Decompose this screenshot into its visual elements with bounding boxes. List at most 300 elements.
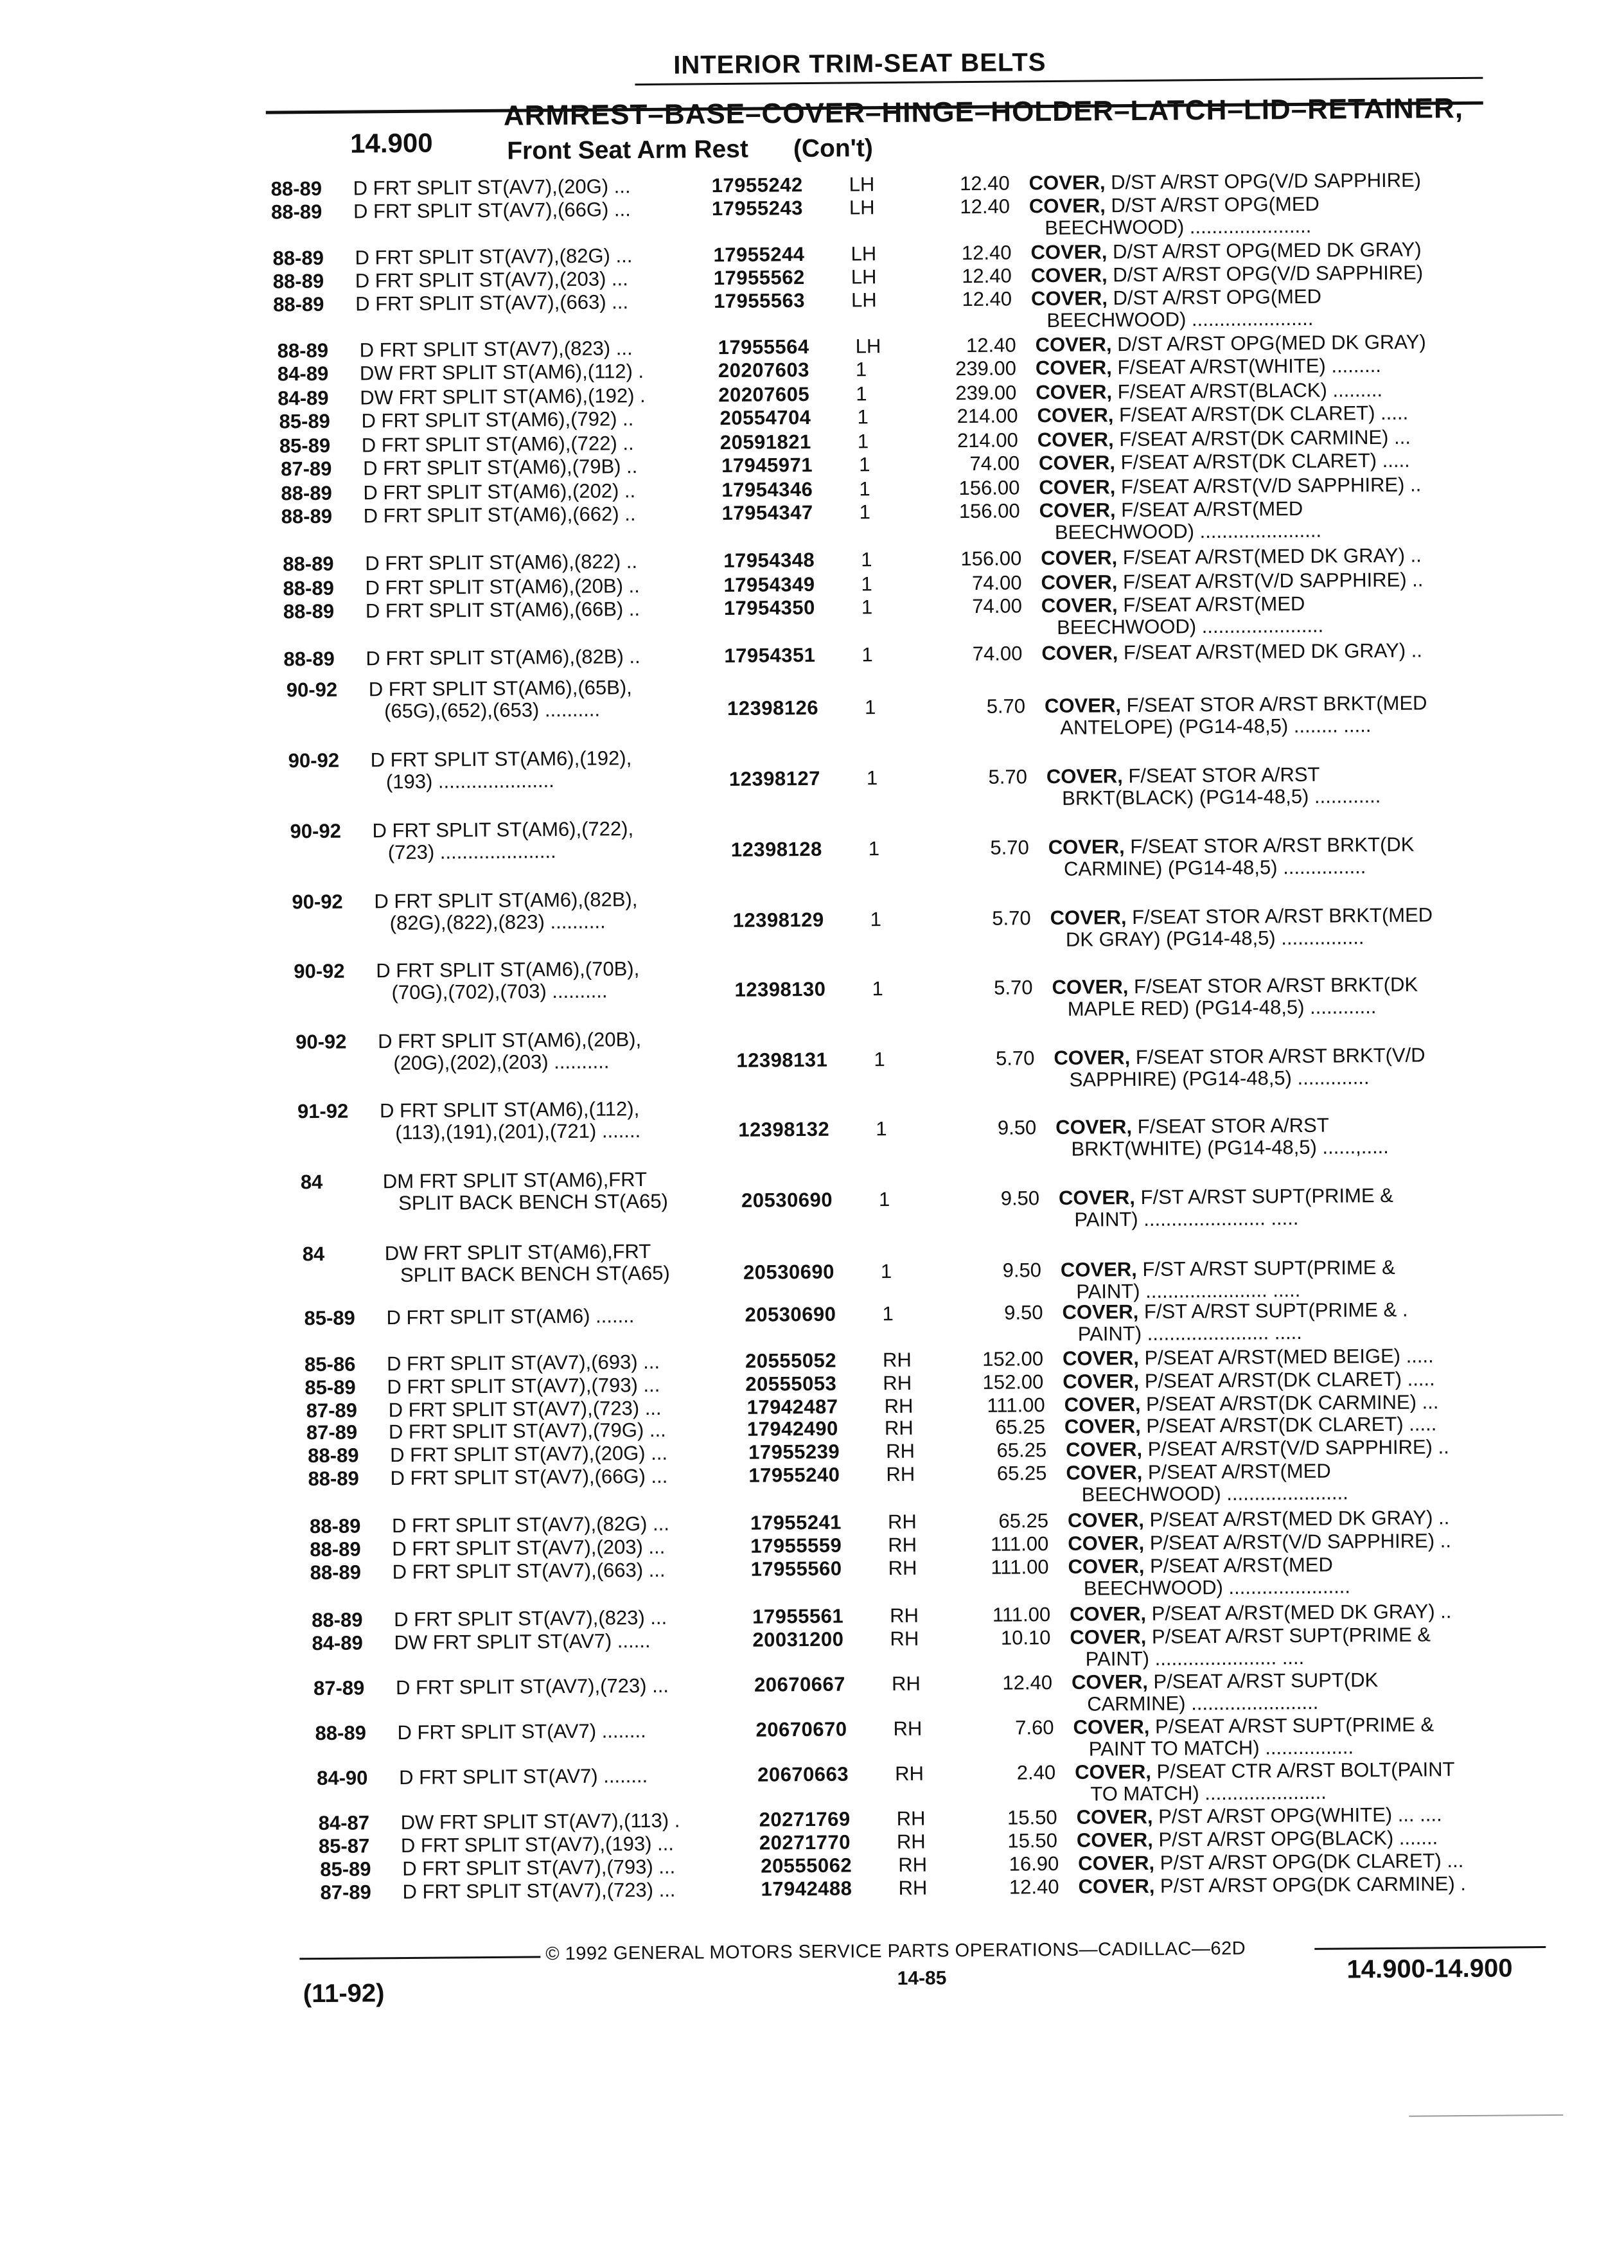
usage-description: DW FRT SPLIT ST(AV7) ...... [394, 1629, 651, 1654]
usage-description: D FRT SPLIT ST(AV7),(82G) ... [355, 244, 633, 269]
part-name: COVER, P/SEAT CTR A/RST BOLT(PAINT [1074, 1758, 1455, 1784]
part-name: COVER, D/ST A/RST OPG(MED [1030, 285, 1322, 310]
part-name: COVER, F/SEAT STOR A/RST BRKT(MED [1044, 691, 1427, 718]
part-name: COVER, P/ST A/RST OPG(WHITE) ... .... [1076, 1803, 1442, 1829]
part-name: COVER, F/SEAT A/RST(DK CARMINE) ... [1037, 425, 1411, 452]
model-years: 88-89 [281, 504, 333, 528]
quantity: 1 [858, 453, 870, 476]
price: 65.25 [996, 1439, 1047, 1462]
section-title: ARMREST–BASE–COVER–HINGE–HOLDER–LATCH–LID–RETAINER, [503, 92, 1464, 132]
footer-section-range: 14.900-14.900 [1346, 1954, 1513, 1984]
part-number: 17954351 [724, 643, 816, 668]
part-name-cont: ANTELOPE) (PG14-48,5) ........ ..... [1060, 714, 1372, 739]
usage-description: D FRT SPLIT ST(AM6),(792) .. [361, 407, 634, 432]
part-number: 20207605 [718, 382, 810, 407]
model-years: 84-89 [278, 386, 329, 410]
quantity: LH [855, 335, 881, 358]
usage-description-cont: (193) ..................... [385, 769, 554, 793]
usage-description: DW FRT SPLIT ST(AM6),(192) . [360, 384, 646, 409]
price: 12.40 [960, 195, 1011, 218]
quantity: 1 [859, 477, 870, 501]
part-name-cont: BRKT(BLACK) (PG14-48,5) ............ [1062, 784, 1381, 810]
part-name-cont: BEECHWOOD) ...................... [1054, 518, 1322, 544]
usage-description: D FRT SPLIT ST(AV7),(203) ... [355, 267, 628, 292]
part-number: 20670663 [757, 1762, 849, 1786]
part-number: 17945971 [721, 453, 813, 477]
model-years: 88-89 [270, 200, 322, 224]
price: 65.25 [998, 1509, 1049, 1532]
price: 156.00 [958, 476, 1020, 500]
price: 5.70 [986, 695, 1026, 718]
price: 9.50 [997, 1116, 1037, 1139]
part-number: 12398131 [736, 1048, 828, 1072]
part-name: COVER, P/SEAT A/RST(DK CLARET) ..... [1064, 1412, 1437, 1438]
model-years: 87-89 [281, 457, 332, 481]
part-number: 17955562 [713, 266, 805, 290]
part-number: 17942490 [746, 1417, 838, 1440]
part-name: COVER, D/ST A/RST OPG(MED [1028, 192, 1320, 218]
model-years: 84 [302, 1242, 325, 1266]
usage-description-cont: (723) ..................... [387, 840, 556, 864]
price: 12.40 [959, 172, 1010, 195]
quantity: 1 [857, 430, 869, 453]
price: 15.50 [1007, 1829, 1058, 1852]
usage-description-cont: (113),(191),(201),(721) ....... [395, 1119, 641, 1144]
part-number: 20530690 [745, 1302, 836, 1326]
footer-rule-left [299, 1956, 540, 1960]
usage-description: D FRT SPLIT ST(AM6),(192), [370, 747, 632, 772]
section-continued: (Con't) [793, 134, 874, 163]
part-number: 17954346 [721, 477, 813, 502]
usage-description-cont: (82G),(822),(823) .......... [389, 910, 606, 935]
part-name: COVER, P/SEAT A/RST SUPT(PRIME & [1070, 1623, 1431, 1649]
model-years: 84-90 [317, 1766, 368, 1790]
usage-description: D FRT SPLIT ST(AV7) ........ [399, 1764, 648, 1789]
scan-mark [1409, 2114, 1563, 2117]
part-name-cont: PAINT) ...................... ..... [1076, 1279, 1301, 1303]
part-number: 12398126 [727, 696, 819, 720]
part-number: 12398127 [728, 766, 821, 790]
usage-description: D FRT SPLIT ST(AM6),(20B) .. [365, 574, 640, 599]
part-name: COVER, F/SEAT STOR A/RST [1046, 763, 1320, 788]
usage-description-cont: SPLIT BACK BENCH ST(A65) [398, 1189, 669, 1215]
table-row [296, 1021, 1529, 1091]
model-years: 84-87 [318, 1811, 370, 1835]
model-years: 88-89 [308, 1444, 359, 1467]
quantity: RH [887, 1510, 917, 1534]
model-years: 84-89 [312, 1631, 363, 1655]
price: 5.70 [994, 976, 1033, 999]
price: 111.00 [992, 1603, 1051, 1626]
usage-description: D FRT SPLIT ST(AM6),(722), [372, 817, 634, 842]
part-name: COVER, D/ST A/RST OPG(MED DK GRAY) [1030, 238, 1422, 264]
part-name: COVER, P/SEAT A/RST(MED DK GRAY) .. [1070, 1600, 1452, 1626]
part-name-cont: PAINT) ...................... ..... [1074, 1207, 1299, 1231]
footer-copyright: © 1992 GENERAL MOTORS SERVICE PARTS OPERATIONS—CADILLAC—62D [545, 1938, 1246, 1965]
part-name: COVER, F/SEAT A/RST(V/D SAPPHIRE) .. [1039, 473, 1422, 499]
model-years: 90-92 [292, 890, 343, 914]
model-years: 88-89 [272, 269, 324, 293]
usage-description: D FRT SPLIT ST(AV7),(823) ... [394, 1606, 667, 1631]
usage-description-cont: SPLIT BACK BENCH ST(A65) [400, 1261, 670, 1287]
quantity: 1 [868, 837, 880, 860]
part-name: COVER, P/SEAT A/RST SUPT(PRIME & [1073, 1713, 1434, 1739]
part-name: COVER, P/ST A/RST OPG(BLACK) ....... [1076, 1826, 1438, 1852]
part-name-cont: BEECHWOOD) ...................... [1081, 1481, 1348, 1506]
section-subtitle-text: Front Seat Arm Rest [507, 135, 749, 165]
part-name: COVER, P/SEAT A/RST(DK CLARET) ..... [1063, 1367, 1435, 1393]
price: 156.00 [958, 499, 1020, 523]
usage-description: DW FRT SPLIT ST(AV7),(113) . [400, 1809, 680, 1834]
model-years: 90-92 [288, 749, 340, 772]
price: 111.00 [987, 1394, 1045, 1417]
part-number: 17955561 [752, 1604, 844, 1628]
part-name: COVER, F/SEAT A/RST(V/D SAPPHIRE) .. [1041, 568, 1424, 594]
usage-description: D FRT SPLIT ST(AM6),(82B) .. [366, 645, 640, 670]
table-row [315, 1712, 1548, 1760]
usage-description: D FRT SPLIT ST(AV7),(20G) ... [390, 1441, 668, 1467]
table-row [313, 1667, 1547, 1715]
part-number: 17955243 [711, 197, 804, 220]
quantity: LH [849, 196, 875, 219]
table-row [288, 740, 1522, 810]
part-name-cont: PAINT TO MATCH) ................ [1088, 1735, 1354, 1760]
part-name: COVER, D/ST A/RST OPG(V/D SAPPHIRE) [1030, 261, 1424, 287]
quantity: 1 [872, 977, 883, 1000]
model-years: 85-87 [318, 1834, 370, 1858]
price: 239.00 [955, 381, 1017, 405]
model-years: 88-89 [277, 339, 329, 362]
quantity: RH [883, 1371, 912, 1395]
model-years: 88-89 [283, 552, 334, 576]
part-name: COVER, F/SEAT STOR A/RST BRKT(DK [1048, 833, 1415, 859]
part-name: COVER, P/SEAT A/RST(DK CARMINE) ... [1064, 1390, 1439, 1416]
part-name: COVER, F/SEAT STOR A/RST BRKT(MED [1050, 903, 1433, 930]
quantity: RH [890, 1604, 919, 1627]
price: 9.50 [1004, 1301, 1043, 1324]
model-years: 90-92 [296, 1030, 347, 1054]
price: 74.00 [972, 642, 1023, 665]
part-name: COVER, P/SEAT A/RST(V/D SAPPHIRE) .. [1066, 1435, 1449, 1461]
part-number: 20530690 [741, 1188, 833, 1212]
usage-description: D FRT SPLIT ST(AM6),(79B) .. [362, 455, 638, 480]
part-name-cont: DK GRAY) (PG14-48,5) ............... [1065, 926, 1364, 951]
quantity: 1 [855, 358, 867, 381]
part-number: 17955563 [713, 289, 806, 313]
quantity: 1 [882, 1302, 894, 1325]
model-years: 90-92 [290, 819, 342, 843]
part-number: 20271769 [759, 1807, 851, 1831]
quantity: 1 [876, 1117, 887, 1140]
price: 5.70 [995, 1047, 1035, 1070]
model-years: 88-89 [272, 246, 324, 270]
price: 65.25 [996, 1462, 1047, 1485]
model-years: 88-89 [310, 1537, 361, 1561]
price: 5.70 [988, 765, 1028, 788]
part-name: COVER, F/ST A/RST SUPT(PRIME & [1060, 1255, 1395, 1281]
usage-description: DW FRT SPLIT ST(AM6),(112) . [359, 359, 644, 385]
model-years: 85-89 [304, 1306, 355, 1330]
model-years: 88-89 [283, 599, 335, 623]
part-number: 12398130 [734, 977, 826, 1001]
table-row [297, 1090, 1531, 1160]
part-name: COVER, F/ST A/RST SUPT(PRIME & . [1062, 1298, 1408, 1324]
model-years: 91-92 [297, 1099, 349, 1123]
part-name-cont: BEECHWOOD) ...................... [1046, 306, 1314, 332]
usage-description: D FRT SPLIT ST(AV7),(793) ... [387, 1373, 660, 1399]
quantity: 1 [864, 696, 876, 719]
part-number: 17955240 [748, 1463, 840, 1487]
model-years: 88-89 [283, 647, 335, 671]
usage-description: D FRT SPLIT ST(AM6),(112), [379, 1097, 640, 1122]
model-years: 84 [300, 1170, 323, 1194]
quantity: LH [851, 242, 877, 265]
quantity: 1 [866, 766, 878, 790]
table-row [304, 1297, 1537, 1345]
usage-description: D FRT SPLIT ST(AV7),(203) ... [392, 1535, 666, 1561]
usage-description: D FRT SPLIT ST(AM6),(662) .. [363, 502, 636, 527]
usage-description: D FRT SPLIT ST(AV7),(66G) ... [353, 198, 631, 223]
part-number: 20670667 [754, 1672, 846, 1696]
model-years: 85-89 [320, 1857, 371, 1881]
footer-rule-right [1314, 1946, 1546, 1950]
usage-description: D FRT SPLIT ST(AV7),(663) ... [355, 290, 629, 315]
price: 152.00 [982, 1370, 1044, 1394]
usage-description: D FRT SPLIT ST(AV7),(823) ... [359, 337, 633, 362]
part-name: COVER, P/ST A/RST OPG(DK CARMINE) . [1078, 1872, 1467, 1898]
part-number: 17942488 [761, 1877, 852, 1900]
model-years: 85-89 [279, 409, 330, 433]
model-years: 90-92 [286, 678, 338, 702]
quantity: 1 [880, 1260, 892, 1283]
model-years: 90-92 [294, 959, 345, 983]
part-number: 17955244 [713, 243, 805, 267]
usage-description: D FRT SPLIT ST(AV7),(193) ... [400, 1832, 675, 1857]
part-number: 17954349 [723, 572, 815, 597]
price: 12.40 [966, 333, 1016, 357]
price: 12.40 [1009, 1875, 1059, 1899]
quantity: 1 [870, 908, 882, 931]
model-years: 85-89 [279, 434, 331, 457]
quantity: RH [896, 1830, 926, 1853]
price: 5.70 [992, 907, 1031, 930]
part-name-cont: BRKT(WHITE) (PG14-48,5) ......,..... [1071, 1135, 1389, 1160]
model-years: 88-89 [315, 1721, 367, 1745]
part-number: 17955242 [711, 173, 803, 197]
usage-description: DM FRT SPLIT ST(AM6),FRT [382, 1167, 648, 1193]
quantity: LH [851, 265, 877, 288]
usage-description: D FRT SPLIT ST(AV7),(663) ... [392, 1558, 666, 1584]
quantity: RH [896, 1807, 926, 1830]
part-name-cont: BEECHWOOD) ...................... [1045, 214, 1312, 240]
part-name: COVER, P/SEAT A/RST(MED [1068, 1553, 1334, 1578]
usage-description: D FRT SPLIT ST(AV7),(693) ... [386, 1350, 660, 1376]
price: 156.00 [960, 547, 1022, 571]
model-years: 87-89 [320, 1881, 371, 1904]
quantity: 1 [861, 643, 873, 666]
usage-description-cont: (70G),(702),(703) .......... [391, 979, 608, 1004]
part-name-cont: BEECHWOOD) ...................... [1056, 614, 1324, 639]
quantity: RH [884, 1416, 914, 1440]
usage-description: D FRT SPLIT ST(AV7),(723) ... [395, 1674, 669, 1699]
price: 214.00 [957, 429, 1018, 452]
usage-description: D FRT SPLIT ST(AM6),(822) .. [365, 550, 638, 575]
part-name: COVER, F/SEAT STOR A/RST [1055, 1113, 1329, 1138]
price: 7.60 [1015, 1716, 1054, 1739]
quantity: RH [893, 1717, 922, 1741]
price: 5.70 [990, 836, 1029, 859]
model-years: 88-89 [310, 1561, 362, 1584]
table-row [290, 810, 1523, 880]
model-years: 88-89 [283, 576, 335, 600]
usage-description: D FRT SPLIT ST(AM6) ....... [386, 1304, 635, 1329]
model-years: 88-89 [309, 1514, 361, 1538]
quantity: RH [891, 1672, 921, 1696]
part-number: 17954347 [721, 501, 813, 525]
quantity: 1 [878, 1188, 890, 1211]
part-number: 20591821 [719, 430, 811, 454]
usage-description-cont: (20G),(202),(203) .......... [393, 1050, 610, 1075]
part-number: 17954348 [723, 548, 815, 572]
price: 74.00 [971, 571, 1022, 594]
part-name: COVER, F/SEAT A/RST(MED DK GRAY) .. [1041, 639, 1423, 665]
part-name: COVER, F/SEAT A/RST(MED DK GRAY) .. [1041, 544, 1422, 570]
price: 2.40 [1016, 1761, 1056, 1784]
quantity: RH [886, 1462, 915, 1486]
model-years: 87-89 [306, 1399, 358, 1422]
part-name: COVER, F/SEAT A/RST(BLACK) ......... [1036, 378, 1383, 404]
footer-page-number: 14-85 [897, 1967, 947, 1989]
section-number: 14.900 [349, 127, 433, 159]
usage-description: D FRT SPLIT ST(AM6),(65B), [368, 676, 632, 701]
quantity: 1 [857, 405, 869, 429]
section-subtitle [507, 134, 873, 165]
part-name-cont: SAPPHIRE) (PG14-48,5) ............. [1069, 1066, 1370, 1091]
usage-description: D FRT SPLIT ST(AM6),(66B) .. [365, 598, 640, 623]
table-row [300, 1161, 1534, 1231]
part-number: 12398129 [732, 908, 824, 932]
part-number: 17955239 [748, 1440, 840, 1464]
part-name-cont: TO MATCH) ...................... [1090, 1780, 1327, 1805]
part-name: COVER, F/SEAT A/RST(WHITE) ......... [1035, 353, 1382, 380]
usage-description: D FRT SPLIT ST(AM6),(722) .. [361, 432, 634, 457]
quantity: RH [884, 1394, 914, 1418]
part-name-cont: CARMINE) (PG14-48,5) ............... [1063, 855, 1366, 880]
page-header-title: INTERIOR TRIM-SEAT BELTS [673, 48, 1046, 80]
footer-date: (11-92) [303, 1979, 385, 2008]
quantity: RH [898, 1876, 928, 1899]
model-years: 88-89 [312, 1608, 363, 1632]
price: 111.00 [991, 1555, 1049, 1579]
part-number: 20207603 [718, 358, 810, 382]
usage-description: D FRT SPLIT ST(AV7) ........ [397, 1719, 646, 1744]
table-row [294, 950, 1527, 1020]
part-name: COVER, F/ST A/RST SUPT(PRIME & [1058, 1183, 1394, 1209]
table-row [302, 1233, 1536, 1303]
part-number: 20555053 [745, 1372, 837, 1395]
usage-description: D FRT SPLIT ST(AV7),(723) ... [388, 1396, 662, 1422]
part-number: 20031200 [752, 1627, 844, 1651]
price: 16.90 [1009, 1852, 1059, 1875]
part-name: COVER, P/SEAT A/RST SUPT(DK [1071, 1669, 1379, 1694]
usage-description: D FRT SPLIT ST(AM6),(70B), [376, 957, 640, 982]
quantity: 1 [874, 1048, 885, 1071]
part-name-cont: PAINT) ...................... ..... [1077, 1320, 1302, 1345]
part-name-cont: PAINT) ...................... .... [1085, 1645, 1305, 1670]
quantity: 1 [861, 572, 872, 596]
part-name: COVER, F/SEAT A/RST(DK CLARET) ..... [1037, 401, 1409, 427]
quantity: 1 [861, 548, 872, 571]
price: 111.00 [990, 1532, 1049, 1555]
part-number: 17955564 [718, 335, 809, 359]
part-number: 17955241 [750, 1511, 842, 1534]
quantity: 1 [861, 596, 873, 619]
usage-description: D FRT SPLIT ST(AV7),(723) ... [402, 1878, 676, 1904]
quantity: RH [898, 1853, 928, 1876]
quantity: RH [890, 1627, 919, 1651]
part-number: 20554704 [719, 405, 811, 430]
part-name: COVER, F/SEAT STOR A/RST BRKT(V/D [1054, 1043, 1425, 1070]
quantity: RH [888, 1556, 917, 1580]
price: 239.00 [955, 357, 1017, 380]
part-number: 17955560 [750, 1557, 842, 1581]
part-name: COVER, F/SEAT A/RST(MED [1041, 592, 1305, 617]
quantity: RH [886, 1439, 915, 1463]
price: 15.50 [1007, 1806, 1057, 1829]
usage-description: D FRT SPLIT ST(AV7),(82G) ... [391, 1512, 670, 1537]
model-years: 85-89 [304, 1376, 356, 1399]
usage-description: D FRT SPLIT ST(AV7),(20G) ... [353, 175, 631, 200]
part-name: COVER, P/SEAT A/RST(MED BEIGE) ..... [1062, 1344, 1434, 1370]
part-number: 20555052 [745, 1349, 837, 1372]
part-name: COVER, F/SEAT STOR A/RST BRKT(DK [1052, 973, 1418, 999]
usage-description: DW FRT SPLIT ST(AM6),FRT [384, 1239, 651, 1265]
part-number: 12398128 [730, 837, 822, 861]
part-name: COVER, F/SEAT A/RST(MED [1039, 497, 1303, 522]
usage-description-cont: (65G),(652),(653) .......... [384, 698, 601, 723]
part-name-cont: BEECHWOOD) ...................... [1083, 1575, 1351, 1600]
part-number: 17942487 [746, 1395, 838, 1419]
part-name: COVER, D/ST A/RST OPG(MED DK GRAY) [1035, 330, 1426, 357]
model-years: 87-89 [306, 1421, 358, 1444]
model-years: 85-86 [304, 1352, 356, 1376]
quantity: RH [894, 1762, 924, 1785]
price: 10.10 [1000, 1626, 1051, 1649]
model-years: 88-89 [272, 292, 324, 316]
part-number: 20271770 [759, 1830, 851, 1854]
part-number: 17954350 [723, 596, 815, 620]
table-row [286, 669, 1520, 739]
quantity: LH [849, 173, 875, 196]
quantity: 1 [856, 382, 867, 405]
price: 214.00 [957, 404, 1018, 428]
part-name-cont: MAPLE RED) (PG14-48,5) ............ [1067, 995, 1377, 1020]
part-name: COVER, P/ST A/RST OPG(DK CLARET) ... [1078, 1849, 1464, 1875]
quantity: LH [851, 288, 877, 312]
usage-description: D FRT SPLIT ST(AM6),(202) .. [363, 479, 636, 504]
usage-description: D FRT SPLIT ST(AV7),(79G) ... [388, 1418, 666, 1444]
part-name: COVER, P/SEAT A/RST(MED [1066, 1459, 1331, 1484]
usage-description: D FRT SPLIT ST(AV7),(66G) ... [390, 1464, 668, 1490]
quantity: 1 [859, 501, 871, 524]
table-row [283, 638, 1517, 673]
model-years: 88-89 [308, 1467, 359, 1491]
price: 74.00 [972, 594, 1022, 617]
price: 152.00 [982, 1347, 1044, 1370]
part-number: 20670670 [755, 1717, 847, 1741]
price: 65.25 [995, 1415, 1046, 1439]
price: 12.40 [962, 287, 1012, 311]
